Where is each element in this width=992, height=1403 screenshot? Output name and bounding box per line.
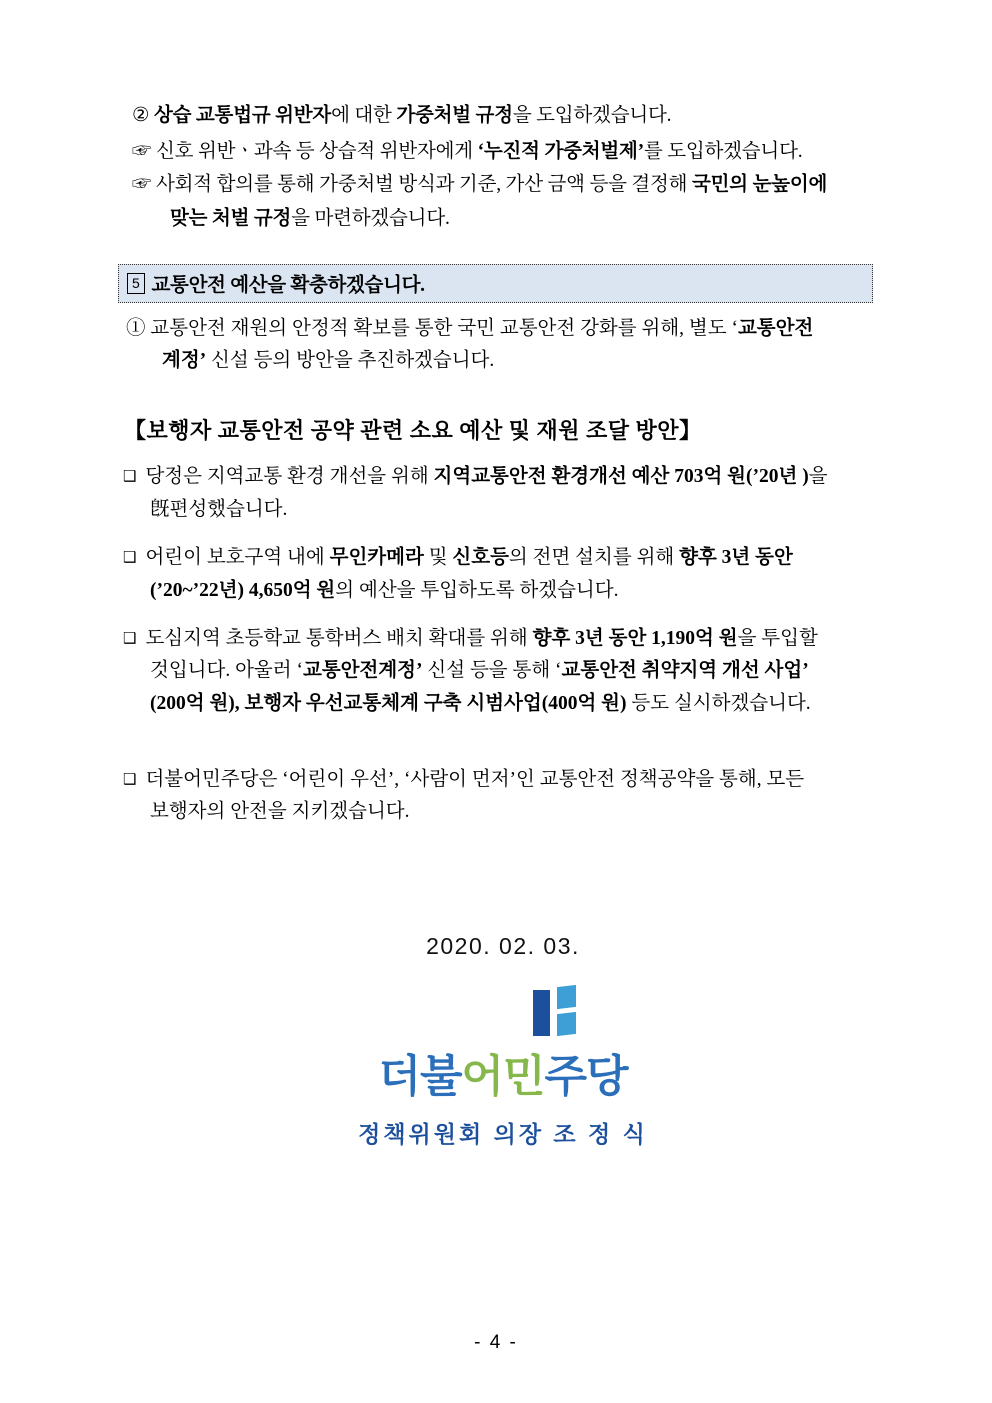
item-1-continuation bbox=[118, 345, 888, 377]
section-heading-label: 교통안전 예산을 확충하겠습니다. bbox=[151, 275, 425, 297]
bullet-text-bold: 국민의 눈높이에 bbox=[692, 174, 828, 196]
sq3-bold-1: 향후 3년 동안 1,190억 원 bbox=[532, 627, 738, 649]
sq3-cont-bold-1: 교통안전계정’ bbox=[302, 660, 423, 682]
square-bullet-item bbox=[118, 764, 888, 796]
party-subtitle: 정책위원회 의장 조 정 식 bbox=[358, 1120, 648, 1147]
sq1-tail: 을 bbox=[808, 466, 828, 488]
party-flag-icon bbox=[533, 986, 591, 1038]
item-2-marker: ② bbox=[132, 105, 154, 126]
flag-bar-right-bottom bbox=[557, 1012, 576, 1036]
section-heading-5 bbox=[118, 264, 873, 303]
sq3-cont-plain-1: 것입니다. 아울러 ‘ bbox=[150, 660, 303, 682]
item-2-plain-1: 에 대한 bbox=[331, 105, 397, 126]
sq4-plain: 더불어민주당은 ‘어린이 우선’, ‘사람이 먼저’인 교통안전 정책공약을 통해, 모든 bbox=[145, 768, 805, 790]
party-name-part-3: 주당 bbox=[544, 1051, 628, 1101]
bullet-continuation bbox=[118, 203, 888, 235]
flag-bar-right-top bbox=[557, 985, 576, 1009]
item-1-cont-plain: 신설 등의 방안을 추진하겠습니다. bbox=[206, 349, 495, 371]
party-name-part-1: 더불 bbox=[378, 1051, 462, 1101]
item-2-bold-1: 상습 교통법규 위반자 bbox=[153, 105, 332, 126]
square-bullet-continuation bbox=[118, 575, 888, 607]
item-1-cont-bold: 계정’ bbox=[162, 349, 207, 371]
square-bullet-item bbox=[118, 461, 888, 493]
sq2-cont-bold: (’20~’22년) 4,650억 원 bbox=[150, 579, 336, 601]
square-bullet-item bbox=[118, 542, 888, 574]
sq1-plain: 당정은 지역교통 환경 개선을 위해 bbox=[145, 466, 434, 488]
document-date: 2020. 02. 03. bbox=[426, 932, 580, 959]
bullet-cont-bold: 맞는 처벌 규정 bbox=[170, 207, 292, 229]
sq2-bold-1: 무인카메라 bbox=[329, 547, 424, 569]
sq3-cont-bold-2: 교통안전 취약지역 개선 사업’ bbox=[561, 660, 809, 682]
bullet-text-plain: 신호 위반ㆍ과속 등 상습적 위반자에게 bbox=[156, 140, 478, 162]
bullet-item bbox=[118, 136, 888, 168]
bullet-text-tail: 를 도입하겠습니다. bbox=[643, 140, 803, 162]
sq2-plain-1: 어린이 보호구역 내에 bbox=[145, 547, 330, 569]
bullet-item bbox=[118, 169, 888, 201]
sq3-cont2-bold: (200억 원), 보행자 우선교통체계 구축 시범사업(400억 원) bbox=[150, 692, 627, 714]
sq1-bold: 지역교통안전 환경개선 예산 703억 원(’20년 ) bbox=[433, 466, 809, 488]
square-bullet-icon: ❑ bbox=[123, 769, 137, 788]
page-number: - 4 - bbox=[474, 1332, 518, 1353]
square-bullet-item bbox=[118, 623, 888, 655]
square-bullet-continuation bbox=[118, 494, 888, 526]
item-1-marker: ① bbox=[126, 318, 146, 340]
sq2-plain-3: 의 전면 설치를 위해 bbox=[508, 547, 680, 569]
square-bullet-continuation-2 bbox=[118, 688, 888, 720]
bracket-title: 【보행자 교통안전 공약 관련 소요 예산 및 재원 조달 방안】 bbox=[124, 418, 702, 444]
sq2-bold-2: 신호등 bbox=[452, 547, 509, 569]
sq3-cont2-plain: 등도 실시하겠습니다. bbox=[626, 692, 811, 714]
sq2-plain-2: 및 bbox=[423, 547, 453, 569]
item-2-plain-2: 을 도입하겠습니다. bbox=[512, 105, 672, 126]
sq2-cont-plain: 의 예산을 투입하도록 하겠습니다. bbox=[335, 579, 619, 601]
item-1-bold: 교통안전 bbox=[737, 318, 814, 340]
party-logo bbox=[118, 986, 888, 1149]
pointer-icon: ☞ bbox=[132, 140, 152, 162]
document-body bbox=[118, 100, 888, 1149]
flag-bar-left bbox=[533, 990, 550, 1036]
sq4-cont-plain: 보행자의 안전을 지키겠습니다. bbox=[150, 801, 410, 823]
section-number-badge: 5 bbox=[127, 273, 145, 294]
numbered-item-1 bbox=[118, 313, 888, 345]
square-bullet-icon: ❑ bbox=[123, 628, 137, 647]
party-name bbox=[378, 1040, 627, 1104]
square-bullet-continuation bbox=[118, 655, 888, 687]
bullet-text-bold: ‘누진적 가중처벌제’ bbox=[477, 140, 644, 162]
pointer-icon: ☞ bbox=[132, 174, 152, 196]
sq1-cont: 旣편성했습니다. bbox=[150, 498, 288, 520]
party-name-part-2: 어민 bbox=[461, 1051, 545, 1101]
bullet-text-plain: 사회적 합의를 통해 가중처벌 방식과 기준, 가산 금액 등을 결정해 bbox=[156, 174, 692, 196]
numbered-item-2 bbox=[118, 100, 888, 132]
square-bullet-continuation bbox=[118, 796, 888, 828]
bullet-cont-plain: 을 마련하겠습니다. bbox=[291, 207, 450, 229]
square-bullet-icon: ❑ bbox=[123, 467, 137, 486]
item-2-bold-2: 가중처벌 규정 bbox=[396, 105, 513, 126]
sq3-plain-1: 도심지역 초등학교 통학버스 배치 확대를 위해 bbox=[145, 627, 533, 649]
item-1-plain: 교통안전 재원의 안정적 확보를 통한 국민 교통안전 강화를 위해, 별도 ‘ bbox=[150, 318, 738, 340]
square-bullet-icon: ❑ bbox=[123, 548, 137, 567]
sq3-cont-plain-2: 신설 등을 통해 ‘ bbox=[422, 660, 562, 682]
sq3-plain-2: 을 투입할 bbox=[737, 627, 818, 649]
sq2-bold-3: 향후 3년 동안 bbox=[679, 547, 793, 569]
